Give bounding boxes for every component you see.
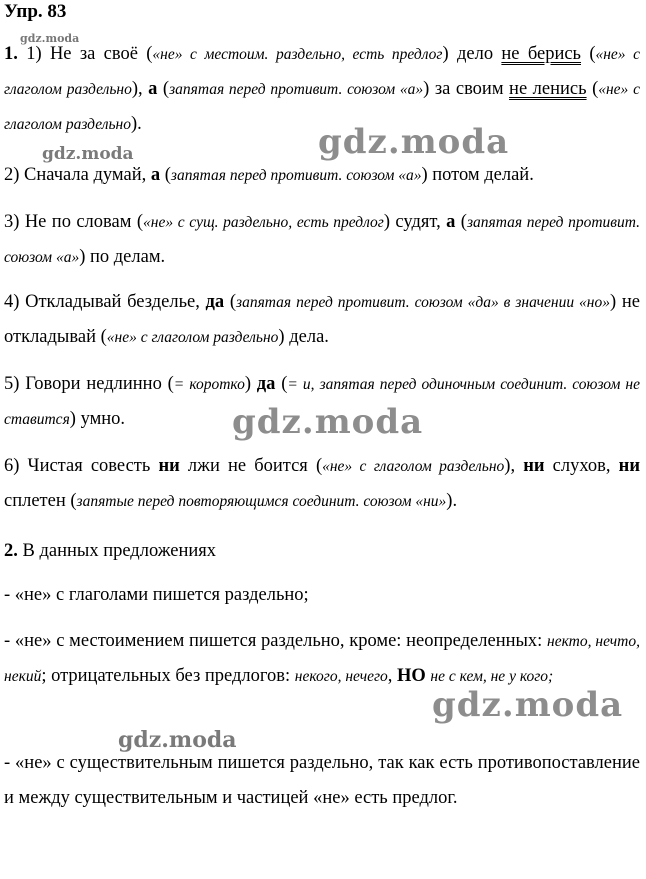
- example-words: некого, нечего: [294, 668, 388, 685]
- task-2-number: 2.: [4, 541, 18, 561]
- conjunction: да: [205, 292, 225, 312]
- sentence-1: 1. 1) Не за своё («не» с местоим. раздельно, есть предлог) дело не берись («не» с глаголом раздельно), а (запятая перед противит. союзом «а») за своим не ленись («не» с глаголом раздельно).: [4, 44, 640, 134]
- sentence-6: 6) Чистая совесть ни лжи не боится («не» с глаголом раздельно), ни слухов, ни сплетен (запятые перед повторяющимся соединит. союзом «ни»).: [4, 456, 640, 511]
- comment: «не» с глаголом раздельно: [4, 81, 640, 133]
- conjunction: ни: [158, 456, 180, 476]
- exception-marker: НО: [397, 666, 426, 686]
- conjunction: а: [446, 212, 456, 232]
- comment: запятая перед противит. союзом «а»: [170, 167, 422, 184]
- comment: запятая перед противит. союзом «а»: [4, 214, 640, 266]
- task-2-heading: 2. В данных предложениях: [4, 541, 217, 561]
- comment: запятые перед повторяющимся соединит. союзом «ни»: [76, 493, 447, 510]
- sentence-5: 5) Говори недлинно (= коротко) да (= и, запятая перед одиночным соединит. союзом не ставится) умно.: [4, 374, 640, 429]
- conjunction: а: [148, 79, 158, 99]
- sentence-4: 4) Откладывай безделье, да (запятая перед противит. союзом «да» в значении «но») не откладывай («не» с глаголом раздельно) дела.: [4, 292, 640, 347]
- watermark-medium: gdz.moda: [118, 727, 237, 753]
- watermark-logo: gdz.moda: [232, 402, 424, 442]
- watermark-logo: gdz.moda: [318, 122, 510, 162]
- comment: «не» с глаголом раздельно: [322, 458, 505, 475]
- comment: = коротко: [173, 376, 245, 393]
- conjunction: ни: [618, 456, 640, 476]
- task-1-number: 1.: [4, 44, 18, 64]
- watermark-logo: gdz.moda: [432, 685, 624, 725]
- rule-item-1: - «не» с глаголами пишется раздельно;: [4, 585, 309, 605]
- comment: «не» с местоим. раздельно, есть предлог: [152, 46, 443, 63]
- exercise-title: Упр. 83: [4, 1, 67, 22]
- underlined-phrase: не ленись: [509, 79, 587, 99]
- comment: запятая перед противит. союзом «а»: [169, 81, 424, 98]
- sentence-2: 2) Сначала думай, а (запятая перед противит. союзом «а») потом делай.: [4, 165, 534, 185]
- comment: «не» с глаголом раздельно: [106, 329, 279, 346]
- watermark-medium: gdz.moda: [42, 144, 134, 164]
- underlined-phrase: не берись: [501, 44, 581, 64]
- conjunction: а: [150, 165, 161, 185]
- example-words: некто, нечто, некий: [4, 633, 641, 685]
- rule-item-2: - «не» с местоимением пишется раздельно, кроме: неопределенных: некто, нечто, некий; отрицательных без предлогов: некого, нечего, НО не с кем, не у кого;: [4, 631, 641, 686]
- conjunction: да: [256, 374, 276, 394]
- comment: = и, запятая перед одиночным соединит. союзом не ставится: [4, 376, 640, 428]
- sentence-3: 3) Не по словам («не» с сущ. раздельно, есть предлог) судят, а (запятая перед противит. союзом «а») по делам.: [4, 212, 640, 267]
- comment: «не» с глаголом раздельно: [4, 46, 640, 98]
- comment: «не» с сущ. раздельно, есть предлог: [143, 214, 384, 231]
- conjunction: ни: [523, 456, 545, 476]
- example-words: не с кем, не у кого;: [430, 668, 554, 685]
- comment: запятая перед противит. союзом «да» в значении «но»: [236, 294, 610, 311]
- rule-item-3: - «не» с существительным пишется раздельно, так как есть противопоставление и между существительным и частицей «не» есть предлог.: [4, 753, 640, 808]
- watermark-small: gdz.moda: [20, 32, 80, 45]
